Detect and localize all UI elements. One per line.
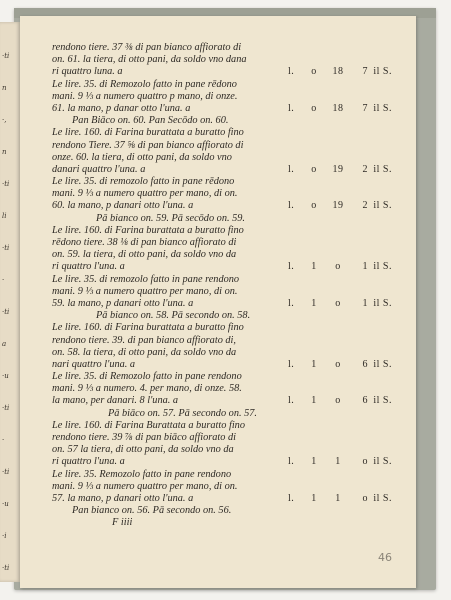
price-cell: 1 — [311, 492, 317, 504]
text-line — [52, 371, 398, 383]
price-cell: 1 — [362, 261, 368, 273]
price-cell: 7 — [362, 66, 368, 78]
facing-page-fragment: · — [2, 436, 5, 444]
price-cell: 1 — [335, 456, 341, 468]
line-text: rendono tiere. 37 ⅜ di pan bianco affiorato di — [52, 42, 242, 53]
price-cell: il S. — [373, 492, 392, 504]
line-text: danari quattro l'una. a — [52, 163, 146, 175]
line-text: mani. 9 ⅓ a numero quattro p mano, di onze. — [52, 90, 238, 102]
text-line — [52, 274, 398, 286]
price-cell: o — [311, 163, 317, 175]
price-cell: l. — [288, 163, 295, 175]
section-heading — [52, 115, 398, 127]
facing-page-fragment: ·ti — [2, 404, 10, 412]
price-cell: 1 — [311, 395, 317, 407]
price-cell: o — [311, 102, 317, 114]
price-cell: 2 — [362, 200, 368, 212]
line-text: nari quattro l'una. a — [52, 358, 136, 370]
section-heading — [52, 310, 398, 322]
price-cell: il S. — [373, 200, 392, 212]
line-text: onze. 60. la tiera, di otto pani, da soldo vno — [52, 151, 232, 163]
price-cell: o — [335, 297, 341, 309]
price-cell: il S. — [373, 66, 392, 78]
line-text: Le lire. 160. di Farina burattata a buratto fino — [52, 224, 244, 236]
text-line — [52, 237, 398, 249]
text-line — [52, 359, 398, 371]
price-cell: o — [311, 66, 317, 78]
text-line — [52, 164, 398, 176]
price-cell: 1 — [311, 297, 317, 309]
price-cell: o — [362, 492, 368, 504]
price-cell: il S. — [373, 163, 392, 175]
line-text: Pā biāco on. 57. Pā secondo on. 57. — [108, 407, 257, 419]
facing-page-fragment: ·, — [2, 116, 7, 124]
pencil-page-number: 46 — [378, 551, 392, 564]
text-line — [52, 335, 398, 347]
line-text: on. 58. la tiera, di otto pani, da soldo vno da — [52, 346, 237, 358]
price-cell: l. — [288, 492, 295, 504]
price-cell: 19 — [332, 200, 344, 212]
line-text: Pan Biāco on. 60. Pan Secōdo on. 60. — [72, 115, 229, 127]
price-cell: 18 — [332, 102, 344, 114]
line-text: rendono tiere. 39 ⅞ di pan biāco affiorato di — [52, 432, 236, 443]
line-text: ri quattro l'una. a — [52, 456, 125, 468]
price-cell: l. — [288, 261, 295, 273]
price-cell: il S. — [373, 297, 392, 309]
line-text: Le lire. 35. di Remozolo fatto in pane rendono — [52, 371, 242, 383]
line-text: 57. la mano, p danari otto l'una. a — [52, 492, 194, 504]
line-text: mani. 9 ⅓ a numero quattro per mano, di on. — [52, 188, 238, 200]
text-line — [52, 140, 398, 152]
text-line — [52, 188, 398, 200]
line-text: Le lire. 35. di remozolo fatto in pane rēdono — [52, 176, 235, 188]
facing-page-edge — [0, 22, 20, 582]
text-line — [52, 225, 398, 237]
line-text: 60. la mano, p danari otto l'una. a — [52, 200, 194, 212]
line-text: Pā bianco on. 58. Pā secondo on. 58. — [96, 310, 251, 322]
text-line — [52, 66, 398, 78]
text-line — [52, 200, 398, 212]
facing-page-fragment: a — [2, 340, 7, 348]
price-values — [288, 261, 392, 273]
facing-page-fragment: ·ti — [2, 244, 10, 252]
text-line — [52, 91, 398, 103]
price-cell: l. — [288, 456, 295, 468]
price-cell: 1 — [362, 297, 368, 309]
line-text: Le lire. 35. Remozolo fatto in pane rendono — [52, 468, 232, 480]
price-values — [288, 395, 392, 407]
price-cell: 1 — [311, 456, 317, 468]
text-line — [52, 54, 398, 66]
text-line — [52, 347, 398, 359]
price-values — [288, 103, 392, 115]
line-text: mani. 9 ⅓ a numero. 4. per mano, di onze. 58. — [52, 383, 242, 395]
price-values — [288, 66, 392, 78]
text-line — [52, 249, 398, 261]
section-heading — [52, 408, 398, 420]
line-text: Le lire. 160. di Farina burattata a buratto fino — [52, 127, 244, 139]
price-cell: l. — [288, 200, 295, 212]
price-cell: l. — [288, 102, 295, 114]
facing-page-fragment: ·i — [2, 532, 7, 540]
line-text: rendono tiere. 39. di pan bianco affiorato di, — [52, 334, 236, 346]
facing-page-fragment: ·ti — [2, 468, 10, 476]
price-cell: 7 — [362, 102, 368, 114]
text-line — [52, 298, 398, 310]
text-line — [52, 420, 398, 432]
text-line — [52, 444, 398, 456]
page-text — [52, 42, 398, 530]
price-cell: 1 — [311, 261, 317, 273]
price-cell: 19 — [332, 163, 344, 175]
line-text: on. 59. la tiera, di otto pani, da soldo vno da — [52, 249, 237, 261]
price-cell: o — [335, 261, 341, 273]
line-text: Pan bianco on. 56. Pā secondo on. 56. — [72, 505, 232, 517]
line-text: Le lire. 160. di Farina burattata a buratto fino — [52, 322, 244, 334]
line-text: ri quattro l'una. a — [52, 261, 125, 273]
price-cell: 2 — [362, 163, 368, 175]
facing-page-fragment: ·ti — [2, 308, 10, 316]
price-values — [288, 456, 392, 468]
price-cell: l. — [288, 395, 295, 407]
line-text: on. 57 la tiera, di otto pani, da soldo vno da — [52, 444, 234, 456]
facing-page-fragment: · — [2, 276, 5, 284]
price-cell: o — [335, 395, 341, 407]
text-line — [52, 127, 398, 139]
price-values — [288, 493, 392, 505]
text-line — [52, 432, 398, 444]
line-text: ri quattro luna. a — [52, 66, 123, 78]
text-line — [52, 395, 398, 407]
text-line — [52, 176, 398, 188]
section-heading — [52, 505, 398, 517]
text-line — [52, 152, 398, 164]
text-line — [52, 322, 398, 334]
line-text: rēdono tiere. 38 ⅛ di pan bianco affiorato di — [52, 237, 237, 248]
price-cell: l. — [288, 297, 295, 309]
section-heading — [52, 213, 398, 225]
line-text: Le lire. 35. di remozolo fatto in pane rendono — [52, 273, 240, 285]
line-text: on. 61. la tiera, di otto pani, da soldo vno dana — [52, 54, 247, 66]
facing-page-fragment: li — [2, 212, 7, 220]
price-cell: il S. — [373, 261, 392, 273]
price-values — [288, 164, 392, 176]
price-cell: il S. — [373, 102, 392, 114]
line-text: mani. 9 ⅓ a numero quattro per mano, di on. — [52, 285, 238, 297]
line-text: 59. la mano, p danari otto l'una. a — [52, 297, 194, 309]
text-line — [52, 261, 398, 273]
price-cell: 1 — [311, 358, 317, 370]
price-cell: o — [335, 358, 341, 370]
text-line — [52, 481, 398, 493]
facing-page-fragment: ·u — [2, 372, 9, 380]
price-cell: 1 — [335, 492, 341, 504]
signature-mark — [52, 517, 398, 529]
price-cell: o — [311, 200, 317, 212]
line-text: Le lire. 160. di Farina Burattata a buratto fino — [52, 419, 245, 431]
price-cell: 6 — [362, 358, 368, 370]
facing-page-fragment: ·ti — [2, 180, 10, 188]
price-values — [288, 298, 392, 310]
price-cell: il S. — [373, 395, 392, 407]
price-cell: l. — [288, 66, 295, 78]
line-text: rendono Tiere. 37 ⅝ di pan bianco affiorato di — [52, 139, 244, 151]
facing-page-fragment: ·ti — [2, 52, 10, 60]
text-line — [52, 493, 398, 505]
facing-page-fragment: n — [2, 148, 7, 156]
line-text: Pā bianco on. 59. Pā secōdo on. 59. — [96, 212, 245, 224]
text-line — [52, 79, 398, 91]
line-text: 61. la mano, p danar otto l'una. a — [52, 102, 191, 114]
price-values — [288, 200, 392, 212]
line-text: mani. 9 ⅓ a numero quattro per mano, di on. — [52, 480, 238, 492]
price-cell: 18 — [332, 66, 344, 78]
price-cell: il S. — [373, 358, 392, 370]
text-line — [52, 456, 398, 468]
text-line — [52, 286, 398, 298]
facing-page-fragment: ·u — [2, 500, 9, 508]
facing-page-fragment: ·ti — [2, 564, 10, 572]
text-line — [52, 42, 398, 54]
price-cell: o — [362, 456, 368, 468]
price-values — [288, 359, 392, 371]
line-text: la mano, per danari. 8 l'una. a — [52, 395, 179, 407]
price-cell: il S. — [373, 456, 392, 468]
line-text: Le lire. 35. di Remozolo fatto in pane rēdono — [52, 78, 237, 90]
text-line — [52, 383, 398, 395]
price-cell: l. — [288, 358, 295, 370]
line-text: F iiii — [112, 517, 133, 529]
document-page — [20, 16, 416, 588]
text-line — [52, 103, 398, 115]
facing-page-fragment: n — [2, 84, 7, 92]
text-line — [52, 469, 398, 481]
price-cell: 6 — [362, 395, 368, 407]
